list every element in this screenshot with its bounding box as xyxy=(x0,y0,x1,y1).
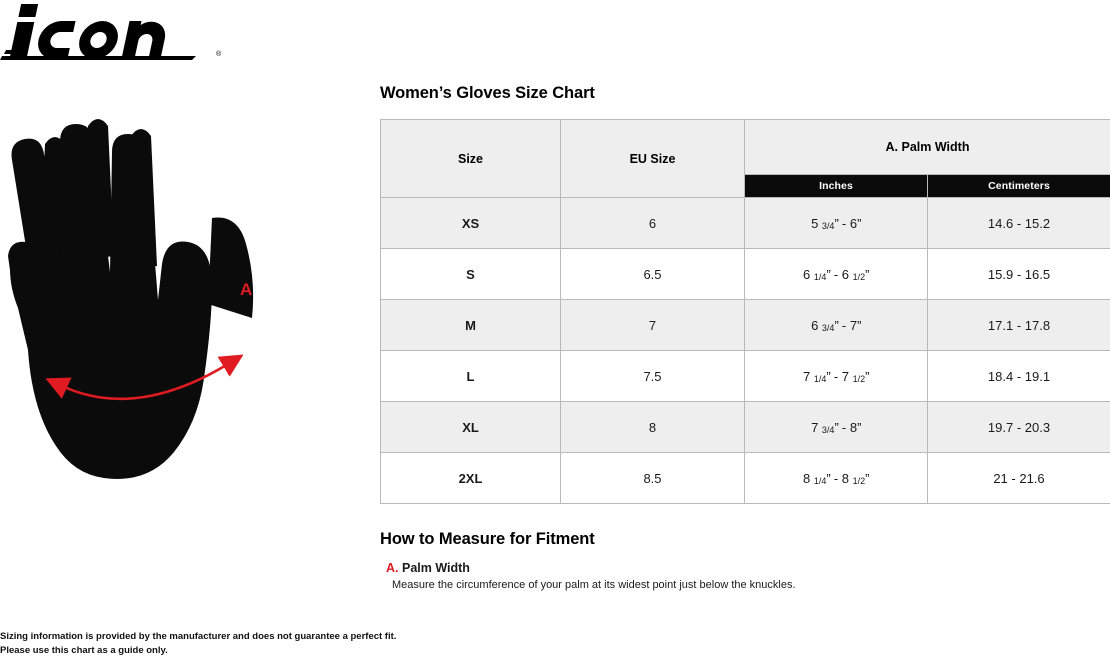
measure-item-palm-width xyxy=(386,561,1110,591)
disclaimer-line-1: Sizing information is provided by the manufacturer and does not guarantee a perfect fit. xyxy=(0,631,397,643)
table-row xyxy=(381,198,1110,249)
table-row xyxy=(381,300,1110,351)
size-chart-section xyxy=(380,84,1110,591)
cell-palm-inches: 7 1/4” - 7 1/2” xyxy=(745,351,928,402)
disclaimer xyxy=(0,630,396,662)
cell-size: 2XL xyxy=(381,453,561,504)
header-palm-width: A. Palm Width xyxy=(745,120,1110,175)
measure-letter: A. xyxy=(386,561,399,575)
cell-palm-centimeters: 18.4 - 19.1 xyxy=(928,351,1110,402)
cell-palm-inches: 5 3/4” - 6” xyxy=(745,198,928,249)
registered-mark: ® xyxy=(216,51,222,58)
cell-eu-size: 6 xyxy=(561,198,745,249)
disclaimer-line-2: Please use this chart as a guide only. xyxy=(0,645,168,657)
cell-eu-size: 7.5 xyxy=(561,351,745,402)
cell-palm-centimeters: 15.9 - 16.5 xyxy=(928,249,1110,300)
table-row xyxy=(381,402,1110,453)
table-row xyxy=(381,351,1110,402)
glove-palm-width-diagram xyxy=(0,110,360,510)
header-size: Size xyxy=(381,120,561,198)
cell-size: XL xyxy=(381,402,561,453)
how-to-measure-section xyxy=(380,530,1110,591)
measure-name: Palm Width xyxy=(401,561,470,575)
measure-description: Measure the circumference of your palm at its widest point just below the knuckles. xyxy=(392,579,796,591)
cell-size: S xyxy=(381,249,561,300)
table-header-row xyxy=(381,120,1110,175)
table-row xyxy=(381,453,1110,504)
cell-palm-centimeters: 14.6 - 15.2 xyxy=(928,198,1110,249)
header-inches: Inches xyxy=(745,175,928,198)
cell-palm-inches: 6 1/4” - 6 1/2” xyxy=(745,249,928,300)
cell-palm-centimeters: 21 - 21.6 xyxy=(928,453,1110,504)
header-centimeters: Centimeters xyxy=(928,175,1110,198)
cell-palm-centimeters: 17.1 - 17.8 xyxy=(928,300,1110,351)
size-chart-table xyxy=(380,119,1110,504)
cell-size: L xyxy=(381,351,561,402)
cell-size: M xyxy=(381,300,561,351)
header-eu-size: EU Size xyxy=(561,120,745,198)
cell-palm-inches: 8 1/4” - 8 1/2” xyxy=(745,453,928,504)
how-to-measure-title: How to Measure for Fitment xyxy=(380,530,595,548)
cell-palm-centimeters: 19.7 - 20.3 xyxy=(928,402,1110,453)
cell-size: XS xyxy=(381,198,561,249)
page-title: Women’s Gloves Size Chart xyxy=(380,84,595,102)
table-row xyxy=(381,249,1110,300)
cell-eu-size: 6.5 xyxy=(561,249,745,300)
cell-eu-size: 7 xyxy=(561,300,745,351)
cell-palm-inches: 7 3/4” - 8” xyxy=(745,402,928,453)
diagram-label-a: A xyxy=(240,280,253,299)
cell-eu-size: 8.5 xyxy=(561,453,745,504)
brand-logo xyxy=(0,0,228,60)
cell-eu-size: 8 xyxy=(561,402,745,453)
cell-palm-inches: 6 3/4” - 7” xyxy=(745,300,928,351)
